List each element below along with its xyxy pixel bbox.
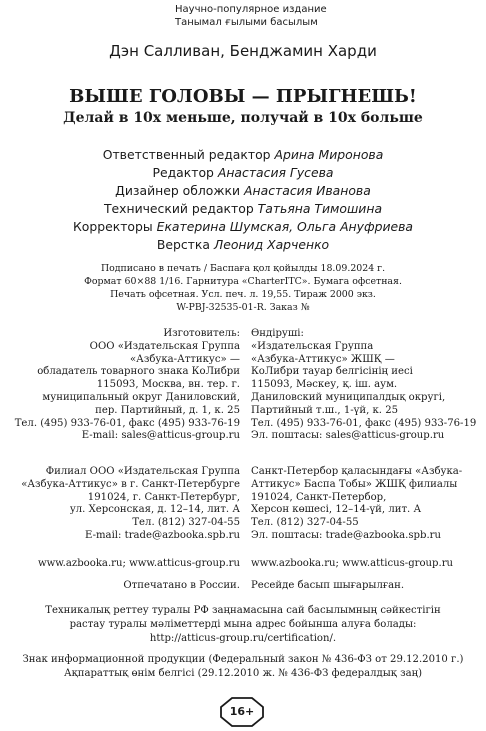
manufacturer-kz-line: Эл. поштасы: sales@atticus-group.ru [251, 430, 445, 442]
manufacturer-ru-line: E-mail: sales@atticus-group.ru [81, 430, 240, 442]
credit-name: Анастасия Гусева [217, 165, 334, 180]
branch-kz [251, 466, 462, 543]
credits-list [0, 146, 486, 254]
manufacturer-ru-line: муниципальный округ Даниловский, [42, 391, 240, 403]
age-rating-label: 16+ [229, 705, 255, 718]
credit-role: Редактор [152, 165, 214, 180]
manufacturer-ru-line: Изготовитель: [163, 328, 240, 339]
publication-type-kz: Танымал ғылыми басылым [175, 17, 318, 28]
manufacturer-ru-line: пер. Партийный, д. 1, к. 25 [95, 404, 240, 416]
info-mark-kz: Ақпараттық өнім белгісі (29.12.2010 ж. № 436-ФЗ федералдық заң) [63, 668, 423, 679]
manufacturer-kz-line: Өндіруші: [251, 328, 304, 339]
branch-ru-line: «Азбука-Аттикус» в г. Санкт-Петербурге [21, 478, 240, 490]
manufacturer-kz-line: 115093, Мәскеу, қ. іш. аум. [251, 379, 398, 391]
credit-role: Верстка [156, 237, 210, 252]
branch-kz-line: Эл. поштасы: trade@azbooka.spb.ru [251, 529, 441, 541]
certification-line: Техникалық реттеу туралы РФ заңнамасына сай басылымның сәйкестігін [45, 605, 441, 616]
credit-role: Дизайнер обложки [115, 183, 241, 198]
credit-name: Анастасия Иванова [244, 183, 371, 198]
manufacturer-ru [15, 328, 240, 443]
branch-ru-line: ул. Херсонская, д. 12–14, лит. А [69, 504, 240, 516]
manufacturer-ru-line: ООО «Издательская Группа [89, 340, 240, 352]
credit-line [0, 164, 486, 182]
imprint-line: W-PBJ-32535-01-R. Заказ № [176, 302, 310, 313]
manufacturer-ru-line: обладатель товарного знака КоЛибри [37, 366, 240, 378]
certification-url: http://atticus-group.ru/certification/. [149, 633, 337, 644]
publication-type-ru: Научно-популярное издание [175, 4, 327, 15]
credit-line [0, 200, 486, 218]
credit-line [0, 218, 486, 236]
branch-kz-line: Херсон көшесі, 12–14-үй, лит. А [251, 504, 422, 516]
manufacturer-kz-line: «Азбука-Аттикус» ЖШҚ — [251, 353, 395, 365]
imprint-line: Формат 60×88 1/16. Гарнитура «CharterITC». Бумага офсетная. [84, 276, 402, 287]
branch-ru [21, 466, 240, 543]
book-title: ВЫШЕ ГОЛОВЫ — ПРЫГНЕШЬ! [69, 86, 417, 107]
branch-ru-line: E-mail: trade@azbooka.spb.ru [85, 529, 240, 541]
credit-line [0, 236, 486, 254]
manufacturer-kz-line: Тел. (495) 933-76-01, факс (495) 933-76-19 [251, 417, 477, 429]
credit-name: Екатерина Шумская, Ольга Ануфриева [156, 219, 414, 234]
website-kz: www.azbooka.ru; www.atticus-group.ru [251, 558, 454, 569]
info-mark-ru: Знак информационной продукции (Федеральный закон № 436-ФЗ от 29.12.2010 г.) [22, 654, 464, 665]
publication-type [175, 3, 327, 29]
credit-name: Арина Миронова [274, 147, 384, 162]
printed-in-kz: Ресейде басып шығарылған. [251, 580, 405, 591]
branch-ru-line: 191024, г. Санкт-Петербург, [87, 491, 240, 503]
credit-role: Корректоры [72, 219, 153, 234]
manufacturer-ru-line: Тел. (495) 933-76-01, факс (495) 933-76-19 [14, 417, 240, 429]
branch-ru-line: Тел. (812) 327-04-55 [132, 517, 240, 529]
printed-in-ru: Отпечатано в России. [123, 580, 240, 591]
branch-kz-line: 191024, Санкт-Петербор, [251, 491, 387, 503]
certification-note [0, 604, 486, 646]
book-authors: Дэн Салливан, Бенджамин Харди [109, 42, 377, 60]
imprint-block [0, 262, 486, 314]
credit-name: Татьяна Тимошина [257, 201, 383, 216]
manufacturer-ru-line: 115093, Москва, вн. тер. г. [96, 379, 240, 391]
credit-name: Леонид Харченко [213, 237, 330, 252]
imprint-line: Печать офсетная. Усл. печ. л. 19,55. Тираж 2000 экз. [110, 289, 376, 300]
credit-role: Технический редактор [103, 201, 254, 216]
manufacturer-kz-line: Даниловский муниципалдық округі, [251, 391, 446, 403]
manufacturer-ru-line: «Азбука-Аттикус» — [130, 353, 240, 365]
info-product-mark [0, 653, 486, 681]
branch-kz-line: Тел. (812) 327-04-55 [251, 517, 359, 529]
branch-kz-line: Аттикус» Баспа Тобы» ЖШҚ филиалы [251, 478, 458, 490]
branch-ru-line: Филиал ООО «Издательская Группа [45, 466, 240, 477]
age-rating-badge [220, 697, 264, 727]
branch-kz-line: Санкт-Петербор қаласындағы «Азбука- [251, 466, 463, 477]
credit-line [0, 182, 486, 200]
website-ru: www.azbooka.ru; www.atticus-group.ru [37, 558, 240, 569]
imprint-line: Подписано в печать / Баспаға қол қойылды 18.09.2024 г. [100, 263, 386, 274]
manufacturer-kz-line: КоЛибри тауар белгісінің иесі [251, 366, 413, 378]
certification-line: растау туралы мәліметтерді мына адрес бойынша алуға болады: [69, 619, 417, 630]
credit-role: Ответственный редактор [102, 147, 271, 162]
credit-line [0, 146, 486, 164]
manufacturer-kz-line: «Издательская Группа [251, 340, 374, 352]
manufacturer-kz-line: Партийный т.ш., 1-үй, к. 25 [251, 404, 399, 416]
manufacturer-kz [251, 328, 476, 443]
book-subtitle: Делай в 10х меньше, получай в 10х больше [63, 110, 423, 126]
